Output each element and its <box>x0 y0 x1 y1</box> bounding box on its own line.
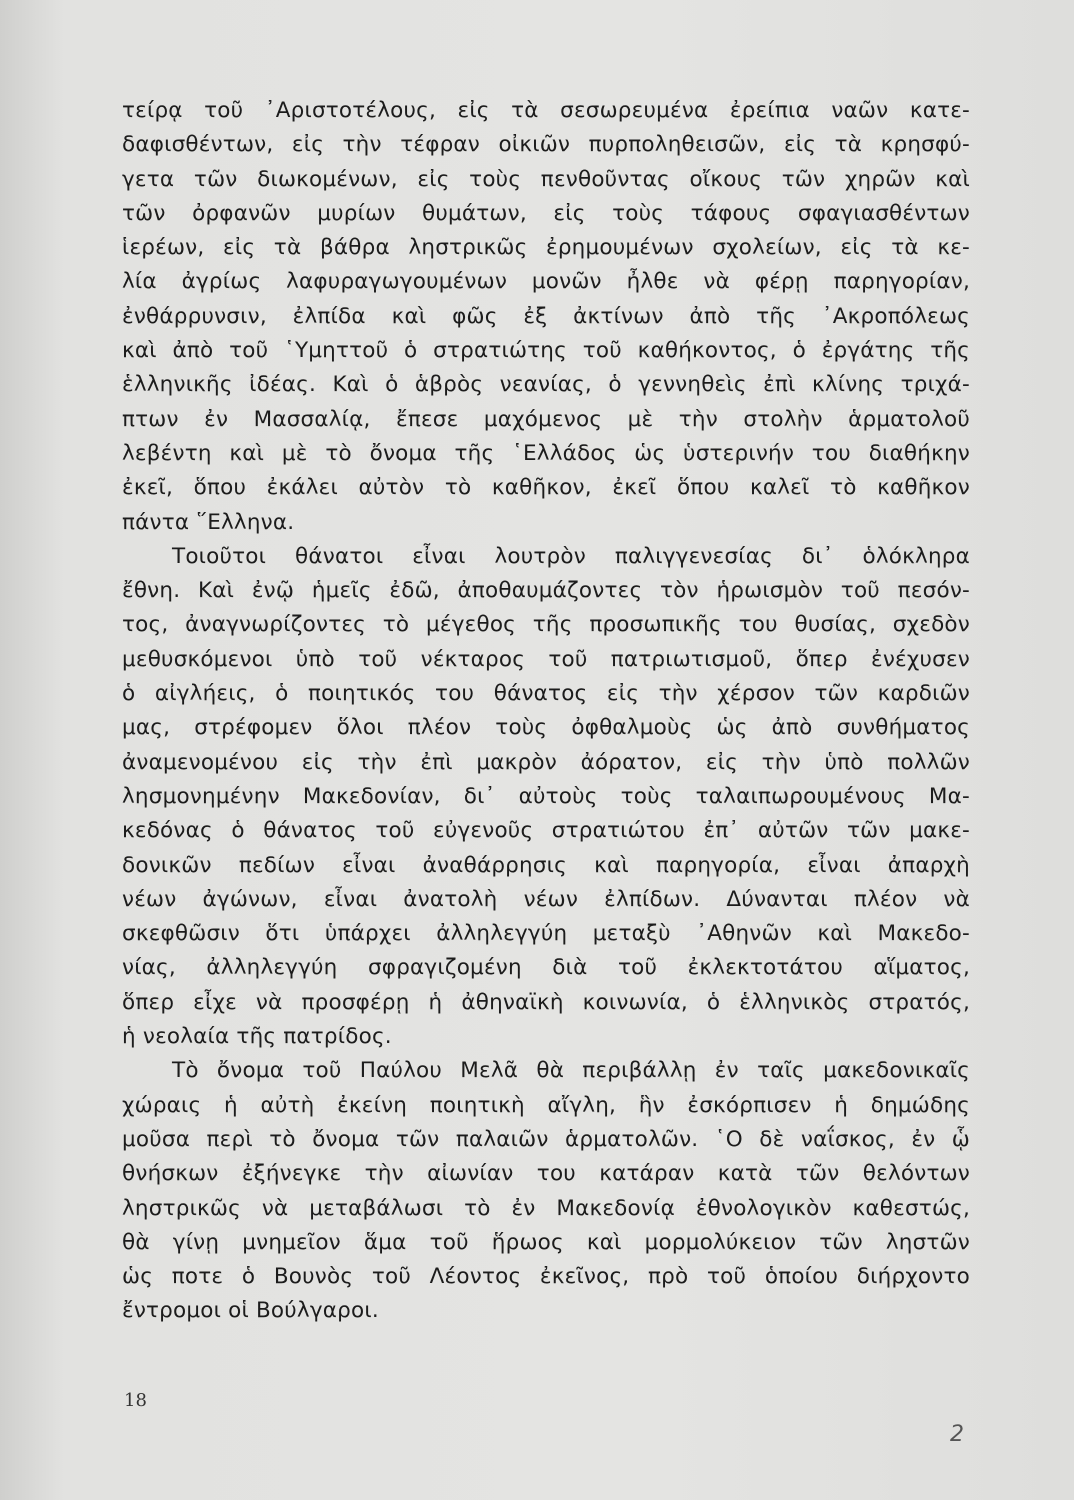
text-line: χώραις ἡ αὐτὴ ἐκείνη ποιητικὴ αἴγλη, ἣν ἐσκόρπισεν ἡ δημώδης <box>122 1092 970 1118</box>
text-line: νέων ἀγώνων, εἶναι ἀνατολὴ νέων ἐλπίδων. Δύνανται πλέον νὰ <box>122 886 970 912</box>
text-line: μεθυσκόμενοι ὑπὸ τοῦ νέκταρος τοῦ πατριωτισμοῦ, ὅπερ ἐνέχυσεν <box>122 646 970 672</box>
text-line: ἔθνη. Καὶ ἐνῷ ἡμεῖς ἐδῶ, ἀποθαυμάζοντες τὸν ἡρωισμὸν τοῦ πεσόν- <box>122 578 970 604</box>
text-line: πάντα ῞Ελληνα. <box>122 509 295 535</box>
text-line: λεβέντη καὶ μὲ τὸ ὄνομα τῆς ῾Ελλάδος ὡς ὑστερινήν του διαθήκην <box>122 440 970 466</box>
text-line: νίας, ἀλληλεγγύη σφραγιζομένη διὰ τοῦ ἐκλεκτοτάτου αἵματος, <box>122 955 970 981</box>
text-line: λία ἀγρίως λαφυραγωγουμένων μονῶν ἦλθε νὰ φέρῃ παρηγορίαν, <box>122 269 970 295</box>
text-line: θὰ γίνῃ μνημεῖον ἅμα τοῦ ἥρωος καὶ μορμολύκειον τῶν ληστῶν <box>122 1229 970 1255</box>
text-line: ὡς ποτε ὁ Βουνὸς τοῦ Λέοντος ἐκεῖνος, πρὸ τοῦ ὁποίου διήρχοντο <box>122 1264 970 1290</box>
text-line: λησμονημένην Μακεδονίαν, δι᾿ αὐτοὺς τοὺς ταλαιπωρουμένους Μα- <box>122 783 970 809</box>
text-line: ἱερέων, εἰς τὰ βάθρα ληστρικῶς ἐρημουμένων σχολείων, εἰς τὰ κε- <box>122 235 970 261</box>
text-line: πτων ἐν Μασσαλίᾳ, ἔπεσε μαχόμενος μὲ τὴν στολὴν ἁρματολοῦ <box>122 406 970 432</box>
text-line: μας, στρέφομεν ὅλοι πλέον τοὺς ὀφθαλμοὺς ὡς ἀπὸ συνθήματος <box>122 715 970 741</box>
text-line: καὶ ἀπὸ τοῦ ῾Υμηττοῦ ὁ στρατιώτης τοῦ καθήκοντος, ὁ ἐργάτης τῆς <box>122 338 970 364</box>
text-line: ὅπερ εἶχε νὰ προσφέρῃ ἡ ἀθηναϊκὴ κοινωνία, ὁ ἑλληνικὸς στρατός, <box>122 989 970 1015</box>
text-line: κεδόνας ὁ θάνατος τοῦ εὐγενοῦς στρατιώτου ἐπ᾿ αὐτῶν τῶν μακε- <box>122 818 970 844</box>
text-line: ἑλληνικῆς ἰδέας. Καὶ ὁ ἁβρὸς νεανίας, ὁ γεννηθεὶς ἐπὶ κλίνης τριχά- <box>122 372 970 398</box>
text-line: σκεφθῶσιν ὅτι ὑπάρχει ἀλληλεγγύη μεταξὺ ᾿Αθηνῶν καὶ Μακεδο- <box>122 921 970 947</box>
text-line: ἔντρομοι οἱ Βούλγαροι. <box>122 1298 379 1324</box>
text-line: ὁ αἰγλήεις, ὁ ποιητικός του θάνατος εἰς τὴν χέρσον τῶν καρδιῶν <box>122 681 970 707</box>
body-text <box>122 94 970 1329</box>
text-line: δαφισθέντων, εἰς τὴν τέφραν οἰκιῶν πυρποληθεισῶν, εἰς τὰ κρησφύ- <box>122 132 970 158</box>
text-line: ἀναμενομένου εἰς τὴν ἐπὶ μακρὸν ἀόρατον, εἰς τὴν ὑπὸ πολλῶν <box>122 749 970 775</box>
text-line: τος, ἀναγνωρίζοντες τὸ μέγεθος τῆς προσωπικῆς του θυσίας, σχεδὸν <box>122 612 970 638</box>
text-line: τείρᾳ τοῦ ᾿Αριστοτέλους, εἰς τὰ σεσωρευμένα ἐρείπια ναῶν κατε- <box>122 98 970 123</box>
text-line: γετα τῶν διωκομένων, εἰς τοὺς πενθοῦντας οἴκους τῶν χηρῶν καὶ <box>122 166 970 192</box>
paragraph <box>122 94 970 540</box>
text-line: δονικῶν πεδίων εἶναι ἀναθάρρησις καὶ παρηγορία, εἶναι ἀπαρχὴ <box>122 852 970 878</box>
text-line: Τοιοῦτοι θάνατοι εἶναι λουτρὸν παλιγγενεσίας δι᾿ ὁλόκληρα <box>172 543 970 569</box>
paragraph <box>122 540 970 1054</box>
text-line: ἐνθάρρυνσιν, ἐλπίδα καὶ φῶς ἐξ ἀκτίνων ἀπὸ τῆς ᾿Ακροπόλεως <box>122 303 970 329</box>
text-line: ληστρικῶς νὰ μεταβάλωσι τὸ ἐν Μακεδονίᾳ ἐθνολογικὸν καθεστώς, <box>122 1195 970 1221</box>
text-line: ἡ νεολαία τῆς πατρίδος. <box>122 1024 392 1050</box>
page-number: 18 <box>124 1390 147 1411</box>
text-line: Τὸ ὄνομα τοῦ Παύλου Μελᾶ θὰ περιβάλλῃ ἐν ταῖς μακεδονικαῖς <box>172 1058 970 1084</box>
text-line: θνήσκων ἐξήνεγκε τὴν αἰωνίαν του κατάραν κατὰ τῶν θελόντων <box>122 1161 970 1187</box>
text-line: ἐκεῖ, ὅπου ἐκάλει αὐτὸν τὸ καθῆκον, ἐκεῖ ὅπου καλεῖ τὸ καθῆκον <box>122 475 970 501</box>
paragraph <box>122 1054 970 1328</box>
text-line: μοῦσα περὶ τὸ ὄνομα τῶν παλαιῶν ἁρματολῶν. ῾Ο δὲ ναΐσκος, ἐν ᾧ <box>122 1126 970 1152</box>
corner-mark: 2 <box>950 1422 964 1447</box>
text-line: τῶν ὀρφανῶν μυρίων θυμάτων, εἰς τοὺς τάφους σφαγιασθέντων <box>122 200 970 226</box>
